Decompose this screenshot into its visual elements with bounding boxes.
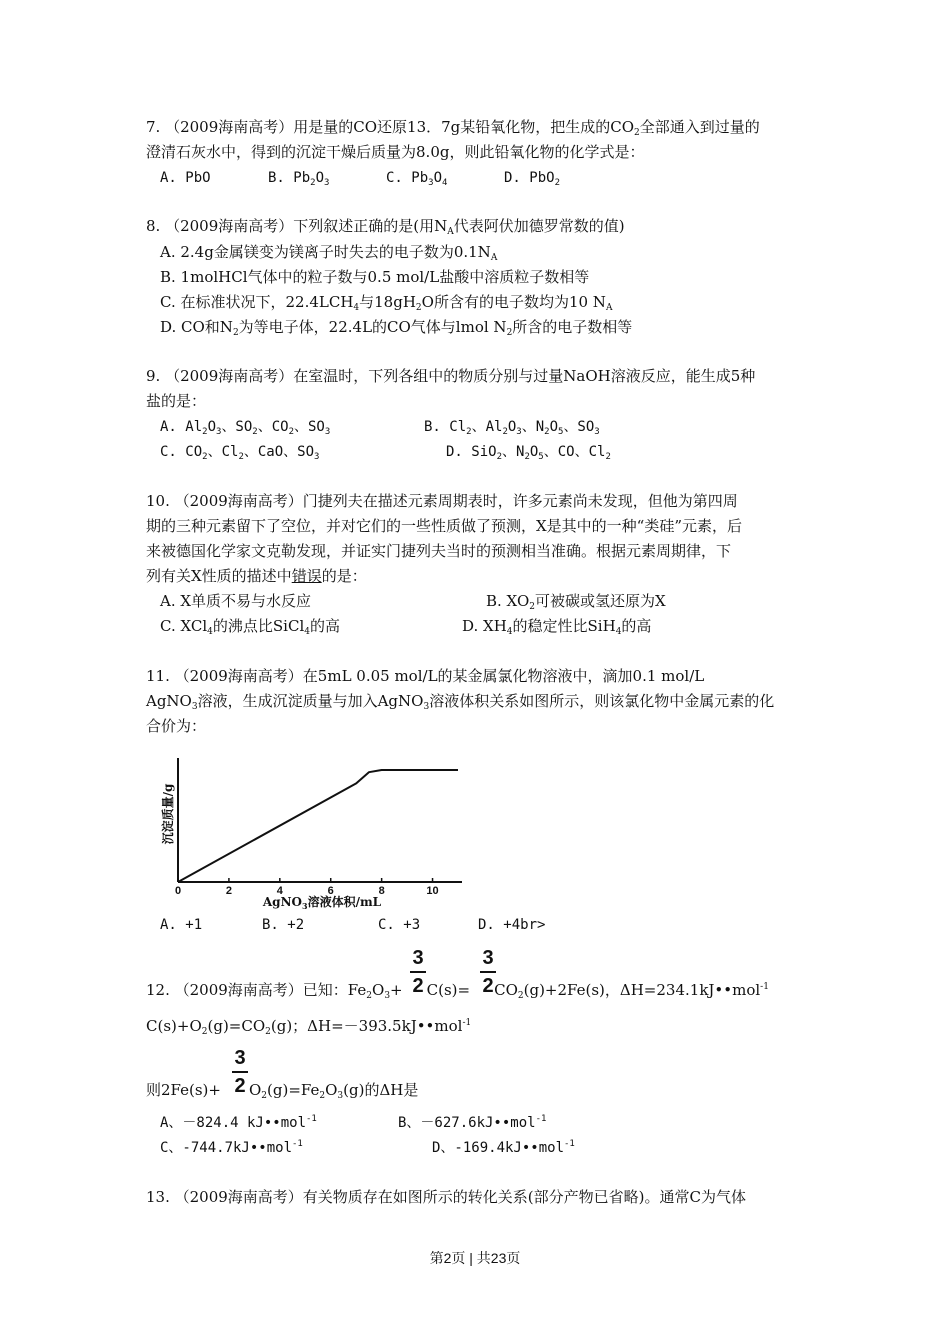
q10-line3: 来被德国化学家文克勒发现，并证实门捷列夫当时的预测相当准确。根据元素周期律，下 — [146, 542, 732, 560]
x-axis-label: AgNO$_3$溶液体积/mL — [262, 895, 382, 911]
q9-option-c: C. $CO_2$、$Cl_2$、CaO、$SO_3$ — [160, 444, 320, 462]
q11-line3: 合价为： — [146, 717, 207, 735]
q9-option-d: D. SiO$_2$、$N_2O_5$、CO、$Cl_2$ — [446, 444, 611, 462]
q10-option-c: C. XCl$_4$的沸点比SiCl$_4$的高 — [160, 617, 341, 637]
x-tick-label: 4 — [276, 885, 283, 897]
q8-line1: 8. （2009海南高考）下列叙述正确的是(用$N_A$代表阿伏加德罗常数的值) — [146, 217, 625, 237]
q8-option-c: C. 在标准状况下，$22.4LCH_4$与$18gH_2O$所含有的电子数均为10 $N_A$ — [160, 293, 613, 313]
q10-option-a: A. X单质不易与水反应 — [160, 592, 312, 610]
q11-option-a: A. +1 — [160, 917, 203, 933]
q8-option-b: B. 1molHCl气体中的粒子数与0.5 mol/L盐酸中溶质粒子数相等 — [160, 268, 590, 286]
q12-line1: 12. （2009海南高考）已知：$Fe_2O_3+ C(s)= CO_2(g)+2Fe(s)$，ΔH=234.1kJ••mol$^{-1}$ — [146, 981, 769, 1001]
q11-line1: 11. （2009海南高考）在5mL 0.05 mol/L的某金属氯化物溶液中，滴加0.1 mol/L — [146, 667, 705, 685]
q7-option-b: B. $Pb_2O_3$ — [268, 170, 330, 188]
q7-line2: 澄清石灰水中，得到的沉淀干燥后质量为8.0g，则此铅氧化物的化学式是： — [146, 143, 645, 161]
q12-line3: 则$2Fe(s)+ O_2(g)=Fe_2O_3(g)$的ΔH是 — [146, 1081, 419, 1101]
q8-option-a: A. 2.4g金属镁变为镁离子时失去的电子数为$0.1N_A$ — [160, 243, 498, 263]
q7-line1: 7. （2009海南高考）用是量的CO还原13．7g某铅氧化物，把生成的$CO_2$全部通入到过量的 — [146, 118, 760, 138]
q12-option-b: B、－627.6kJ••mol$^{-1}$ — [398, 1114, 547, 1131]
q11-option-b: B. +2 — [262, 917, 305, 933]
q12-line2: $C(s)+O_2(g)=CO_2(g)$；ΔH=－393.5kJ••mol$^{-1}$ — [146, 1017, 472, 1037]
q9-line2: 盐的是： — [146, 392, 207, 410]
q13-line1: 13. （2009海南高考）有关物质存在如图所示的转化关系(部分产物已省略)。通常C为气体 — [146, 1188, 746, 1206]
q7-option-d: D. PbO$_2$ — [504, 170, 560, 188]
q10-option-b: B. $XO_2$可被碳或氢还原为X — [486, 592, 666, 612]
q7-option-c: C. $Pb_3O_4$ — [386, 170, 448, 188]
precipitate-chart — [150, 752, 470, 912]
q9-option-a: A. $Al_2O_3$、$SO_2$、$CO_2$、$SO_3$ — [160, 419, 331, 437]
q9-line1: 9. （2009海南高考）在室温时，下列各组中的物质分别与过量NaOH溶液反应，能生成5种 — [146, 367, 756, 385]
q11-line2: AgNO$_3$溶液，生成沉淀质量与加入AgNO$_3$溶液体积关系如图所示，则该氯化物中金属元素的化 — [146, 692, 775, 712]
q8-option-d: D. CO和$N_2$为等电子体，22.4L的CO气体与lmol $N_2$所含的电子数相等 — [160, 318, 633, 338]
x-tick-label: 2 — [225, 885, 232, 897]
q10-line1: 10. （2009海南高考）门捷列夫在描述元素周期表时，许多元素尚未发现，但他为第四周 — [146, 492, 738, 510]
x-tick-label: 6 — [327, 885, 334, 897]
x-tick-label: 10 — [426, 885, 439, 897]
x-tick-label: 8 — [378, 885, 385, 897]
q7-option-a: A. PbO — [160, 170, 211, 186]
underlined-word: 错误 — [291, 567, 322, 585]
x-tick-label: 0 — [174, 885, 182, 897]
fraction-three-halves: 3 2 — [480, 948, 496, 996]
q10-line2: 期的三种元素留下了空位，并对它们的一些性质做了预测，X是其中的一种“类硅”元素，后 — [146, 517, 743, 535]
fraction-three-halves: 3 2 — [232, 1048, 248, 1096]
q12-option-c: C、-744.7kJ••mol$^{-1}$ — [160, 1139, 303, 1156]
q11-option-d: D. +4br> — [478, 917, 546, 933]
series-line — [178, 770, 458, 882]
q10-option-d: D. $XH_4$的稳定性比SiH$_4$的高 — [462, 617, 652, 637]
page-footer: 第2页 | 共23页 — [429, 1250, 521, 1266]
q12-option-d: D、-169.4kJ••mol$^{-1}$ — [432, 1139, 575, 1156]
q9-option-b: B. $Cl_2$、$Al_2O_3$、$N_2O_5$、$SO_3$ — [424, 419, 600, 437]
q10-line4: 列有关X性质的描述中错误的是： — [146, 567, 367, 585]
fraction-three-halves: 3 2 — [410, 948, 426, 996]
q12-option-a: A、－824.4 kJ••mol$^{-1}$ — [160, 1114, 317, 1131]
y-axis-label: 沉淀质量/g — [161, 783, 175, 845]
q11-option-c: C. +3 — [378, 917, 421, 933]
